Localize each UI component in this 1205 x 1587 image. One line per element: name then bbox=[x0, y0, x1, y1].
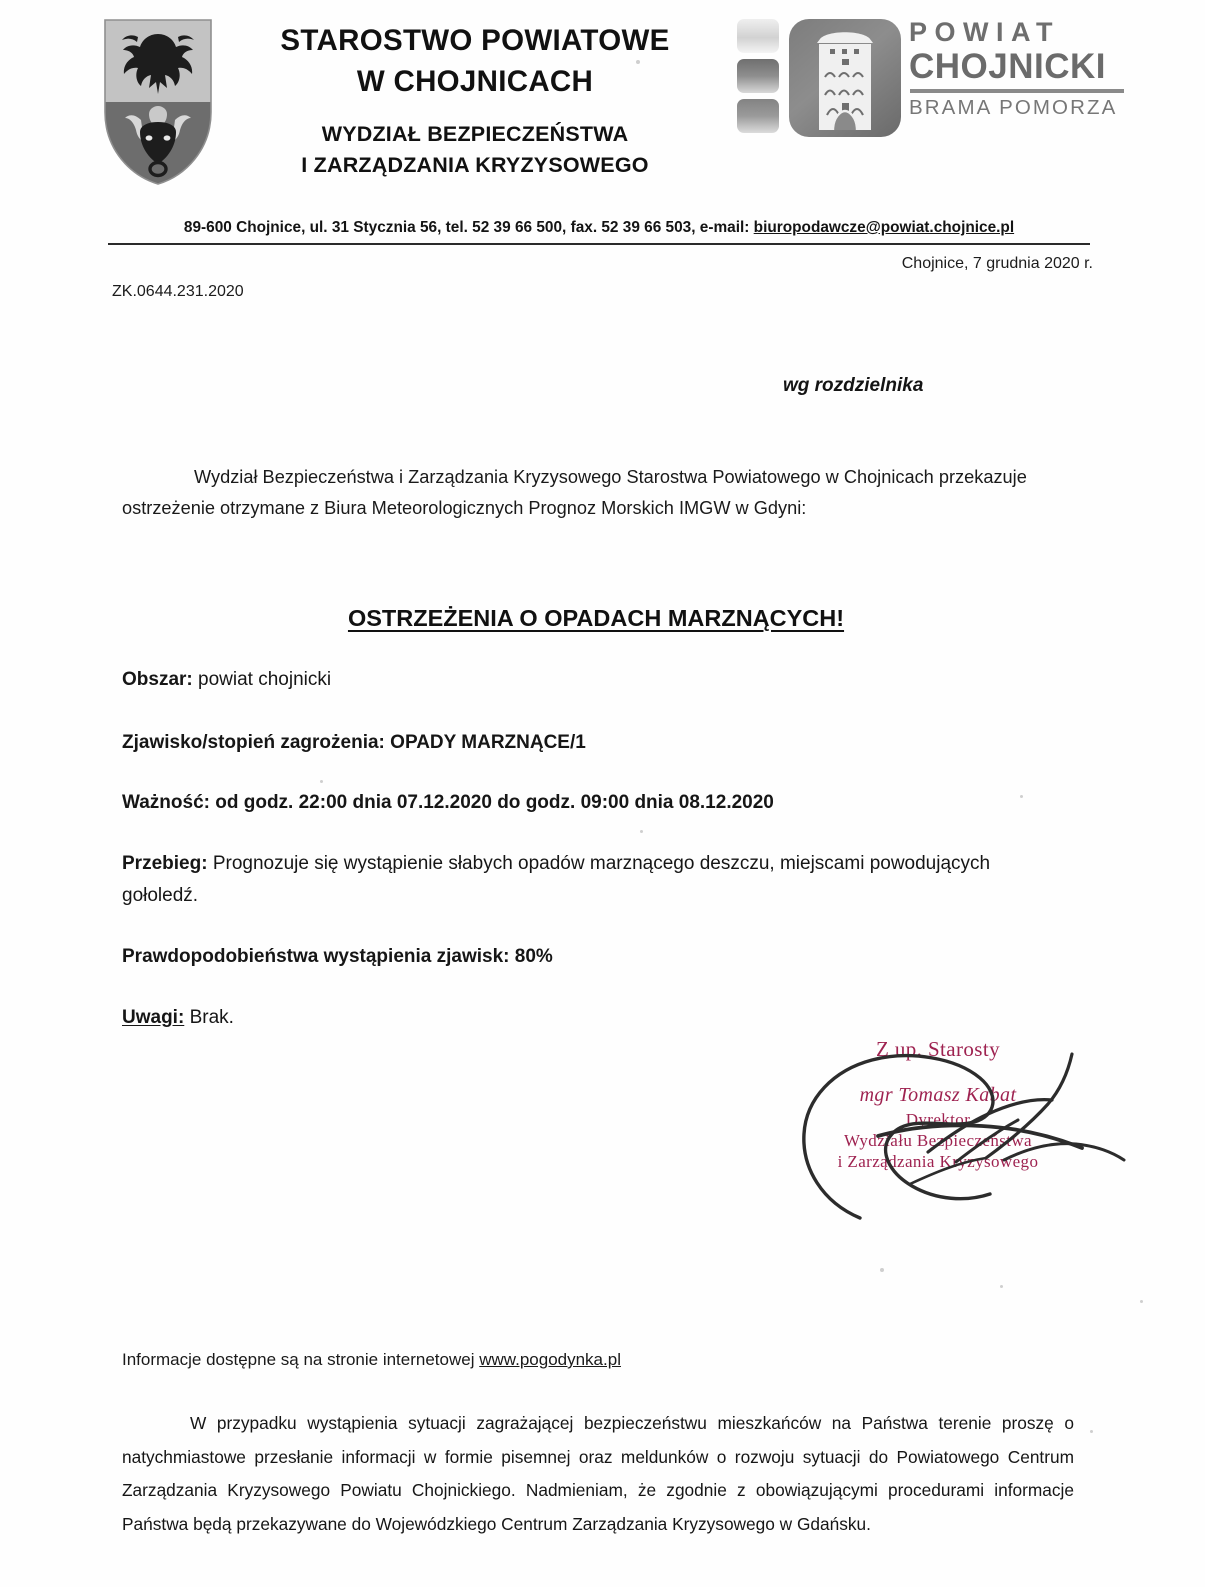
email-link[interactable]: biuropodawcze@powiat.chojnice.pl bbox=[753, 219, 1015, 236]
office-titles bbox=[235, 20, 715, 181]
stamp-line-department1: Wydziału Bezpieczeństwa bbox=[843, 1131, 1032, 1150]
field-przebieg-value: Prognozuje się wystąpienie słabych opadów marznącego deszczu, miejscami powodujących gołoledź. bbox=[122, 853, 991, 906]
field-prawdopodobienstwo-value: 80% bbox=[514, 946, 553, 967]
logo-wordmark bbox=[909, 16, 1125, 120]
scan-speck bbox=[320, 780, 323, 783]
logo-word-powiat: POWIAT bbox=[909, 17, 1060, 47]
field-obszar-label: Obszar: bbox=[122, 669, 193, 690]
contact-address-line bbox=[108, 219, 1090, 237]
field-zjawisko-label: Zjawisko/stopień zagrożenia: bbox=[122, 732, 385, 753]
square-bottom bbox=[737, 99, 779, 133]
addressee: wg rozdzielnika bbox=[783, 375, 924, 396]
field-przebieg bbox=[122, 848, 1012, 912]
place-and-date: Chojnice, 7 grudnia 2020 r. bbox=[901, 255, 1093, 272]
letterhead bbox=[0, 0, 1205, 212]
stamp-line-department2: i Zarządzania Kryzysowego bbox=[837, 1152, 1039, 1171]
scan-speck bbox=[1090, 1430, 1093, 1433]
info-source-line bbox=[122, 1350, 621, 1370]
intro-paragraph: Wydział Bezpieczeństwa i Zarządzania Kryzysowego Starostwa Powiatowego w Chojnicach przekazuje ostrzeżenie otrzymane z Biura Meteorologicznych Prognoz Morskich IMGW w Gdyni: bbox=[122, 467, 1027, 518]
scan-speck bbox=[1000, 1285, 1003, 1288]
scan-speck bbox=[1020, 795, 1023, 798]
field-prawdopodobienstwo-label: Prawdopodobieństwa wystąpienia zjawisk: bbox=[122, 946, 510, 967]
field-obszar bbox=[122, 664, 1052, 696]
scan-speck bbox=[880, 1268, 884, 1272]
reference-number: ZK.0644.231.2020 bbox=[112, 283, 244, 300]
three-squares-icon bbox=[733, 19, 781, 137]
field-waznosc-value: od godz. 22:00 dnia 07.12.2020 do godz. 09:00 dnia 08.12.2020 bbox=[215, 792, 774, 813]
department-name bbox=[235, 119, 715, 181]
field-waznosc bbox=[122, 787, 1052, 819]
logo-divider bbox=[910, 89, 1124, 93]
header-divider bbox=[108, 243, 1090, 245]
scan-speck bbox=[636, 60, 640, 64]
field-zjawisko bbox=[122, 727, 1052, 759]
closing-paragraph: W przypadku wystąpienia sytuacji zagrażającej bezpieczeństwu mieszkańców na Państwa terenie proszę o natychmiastowe przesłanie informacji w formie pisemnej oraz meldunków o rozwoju sytuacji do Powiatowego Centrum Zarządzania Kryzysowego Powiatu Chojnickiego. Nadmieniam, że zgodnie z obowiązującymi procedurami informacje Państwa będą przekazywane do Wojewódzkiego Centrum Zarządzania Kryzysowego w Gdańsku. bbox=[122, 1413, 1074, 1534]
field-waznosc-label: Ważność: bbox=[122, 792, 210, 813]
info-source-text: Informacje dostępne są na stronie internetowej bbox=[122, 1350, 480, 1369]
department-line2: I ZARZĄDZANIA KRYZYSOWEGO bbox=[301, 153, 649, 177]
field-zjawisko-value: OPADY MARZNĄCE/1 bbox=[390, 732, 586, 753]
signature-block bbox=[770, 1018, 1130, 1218]
logo-tagline: BRAMA POMORZA bbox=[909, 96, 1118, 119]
logo-word-chojnicki: CHOJNICKI bbox=[909, 47, 1107, 86]
office-name-line1: STAROSTWO POWIATOWE bbox=[280, 24, 670, 57]
scan-speck bbox=[1140, 1300, 1143, 1303]
field-przebieg-label: Przebieg: bbox=[122, 853, 208, 874]
stamp-line-position: Dyrektor bbox=[905, 1110, 971, 1129]
stamp-line-authority: Z up. Starosty bbox=[875, 1037, 1000, 1061]
coat-of-arms-icon bbox=[97, 16, 219, 188]
field-uwagi-label: Uwagi: bbox=[122, 1007, 185, 1028]
warning-title bbox=[122, 605, 1070, 632]
square-middle bbox=[737, 59, 779, 93]
powiat-chojnicki-logo bbox=[733, 16, 1123, 141]
stamp-line-name: mgr Tomasz Kabat bbox=[859, 1084, 1017, 1106]
scan-speck bbox=[640, 830, 643, 833]
office-name-line2: W CHOJNICACH bbox=[356, 65, 594, 98]
field-obszar-value: powiat chojnicki bbox=[198, 669, 332, 690]
official-stamp bbox=[808, 1036, 1068, 1172]
gate-tower-icon bbox=[789, 19, 901, 137]
address-text: 89-600 Chojnice, ul. 31 Stycznia 56, tel. 52 39 66 500, fax. 52 39 66 503, e-mail: bbox=[183, 219, 754, 236]
square-top bbox=[737, 19, 779, 53]
department-line1: WYDZIAŁ BEZPIECZEŃSTWA bbox=[321, 122, 629, 146]
field-uwagi-value: Brak. bbox=[189, 1007, 234, 1028]
warning-title-text: OSTRZEŻENIA O OPADACH MARZNĄCYCH! bbox=[347, 605, 845, 631]
field-prawdopodobienstwo bbox=[122, 941, 1052, 973]
pogodynka-link[interactable]: www.pogodynka.pl bbox=[479, 1350, 621, 1369]
